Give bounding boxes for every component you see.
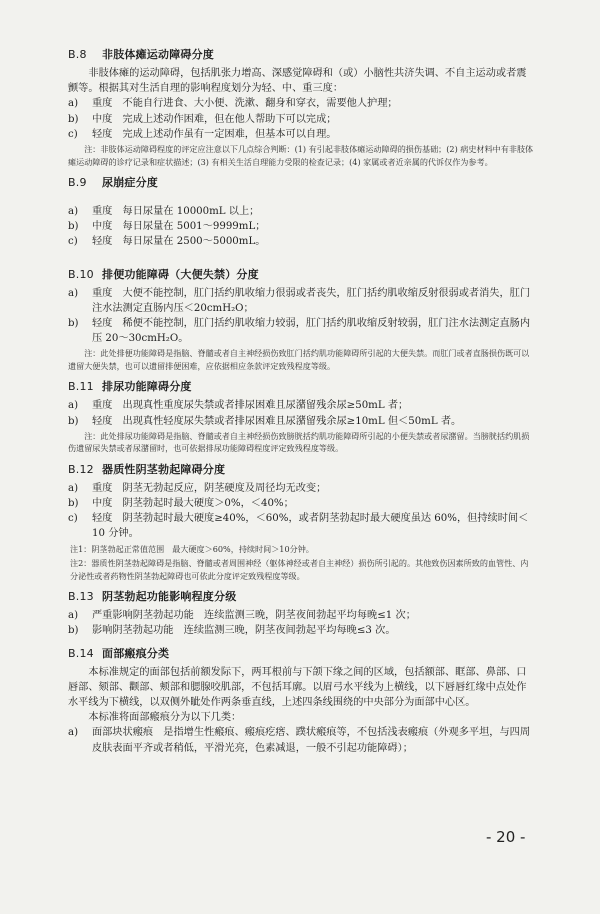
list-item: b) 中度 完成上述动作困难，但在他人帮助下可以完成； [68,113,337,125]
section-title: B.13 阴茎勃起功能影响程度分级 [68,590,237,604]
list-item: b) 中度 每日尿量在 5001～9999mL； [68,221,266,233]
list-item: b) 轻度 出现真性轻度尿失禁或者排尿困难且尿潴留残余尿≥10mL 但＜50mL 者。 [68,415,462,427]
section-note: 注2：器质性阴茎勃起障碍是指脑、脊髓或者周围神经（躯体神经或者自主神经）损伤所引起的。其他致伤因素所致的血管性、内分泌性或者药物性阴茎勃起障碍也可依此分度评定致残程度等级。 [70,558,529,581]
list-item: c) 轻度 阴茎勃起时最大硬度≥40%，＜60%，或者阴茎勃起时最大硬度虽达 60%，但持续时间＜10 分钟。 [68,513,529,540]
section-note: 注：非肢体运动障碍程度的评定应注意以下几点综合判断：(1) 有引起非肢体瘫运动障碍的损伤基础；(2) 病史材料中有非肢体瘫运动障碍的诊疗记录和症状描述；(3) 有相关生活自理能力受限的检查记录；(4) 家属或者近亲属的代诉仅作为参考。 [68,144,534,167]
section-title: B.14 面部瘢痕分类 [68,646,170,660]
list-item: a) 重度 每日尿量在 10000mL 以上； [68,206,260,218]
section-b13 [68,588,536,638]
list-item: b) 轻度 稀便不能控制，肛门括约肌收缩力较弱，肛门括约肌收缩反射较弱，肛门注水法测定直肠内压 20～30cmH₂O。 [68,318,531,345]
list-item: c) 轻度 完成上述动作虽有一定困难，但基本可以自理。 [68,128,337,140]
section-b8 [68,46,536,168]
section-title: B.11 排尿功能障碍分度 [68,380,192,394]
section-b9 [68,174,536,260]
list-item: a) 严重影响阴茎勃起功能 连续监测三晚，阴茎夜间勃起平均每晚≤1 次； [68,610,416,622]
list-item: a) 重度 大便不能控制，肛门括约肌收缩力很弱或者丧失，肛门括约肌收缩反射很弱或者消失，肛门注水法测定直肠内压＜20cmH₂O； [68,287,531,314]
section-intro: 非肢体瘫的运动障碍，包括肌张力增高、深感觉障碍和（或）小脑性共济失调、不自主运动或者震颤等。根据其对生活自理的影响程度划分为轻、中、重三度： [68,68,527,95]
list-item: a) 重度 阴茎无勃起反应，阴茎硬度及周径均无改变； [68,482,327,494]
section-b10 [68,266,536,373]
section-intro: 本标准规定的面部包括前额发际下，两耳根前与下颌下缘之间的区域，包括额部、眶部、鼻部、口唇部、颏部、颧部、颊部和腮腺咬肌部，不包括耳廓。以眉弓水平线为上横线，以下唇唇红缘中点处作水平线为下横线，以双侧外眦处作两条垂直线，上述四条线围绕的中央部分为面部中心区。 [68,666,527,708]
section-title: B.8 非肢体瘫运动障碍分度 [68,48,214,61]
section-title: B.12 器质性阴茎勃起障碍分度 [68,462,226,476]
section-note: 注：此处排尿功能障碍是指脑、脊髓或者自主神经损伤致膀胱括约肌功能障碍所引起的小便失禁或者尿潴留。当膀胱括约肌损伤遗留尿失禁或者尿潴留时，也可依据排尿功能障碍程度评定致残程度等级。 [68,430,530,454]
page-bottom-margin [0,850,600,914]
section-title: B.10 排便功能障碍（大便失禁）分度 [68,267,259,281]
section-title: B.9 尿崩症分度 [68,176,158,190]
section-note: 注：此处排便功能障碍是指脑、脊髓或者自主神经损伤致肛门括约肌功能障碍所引起的大便失禁。而肛门或者直肠损伤既可以遗留大便失禁，也可以遗留排便困难，应依据相应条款评定致残程度等级。 [68,348,530,371]
section-note: 注1：阴茎勃起正常值范围 最大硬度＞60%，持续时间＞10分钟。 [70,543,314,554]
section-b11 [68,378,536,454]
list-item: a) 重度 出现真性重度尿失禁或者排尿困难且尿潴留残余尿≥50mL 者； [68,400,409,412]
list-item: c) 轻度 每日尿量在 2500～5000mL。 [68,236,266,248]
page-number: - 20 - [486,828,526,846]
section-b14 [68,645,536,756]
section-intro: 本标准将面部瘢痕分为以下几类： [88,712,242,724]
list-item: a) 面部块状瘢痕 是指增生性瘢痕、瘢痕疙瘩、蹼状瘢痕等，不包括浅表瘢痕（外观多平坦，与四周皮肤表面平齐或者稍低，平滑光亮，色素减退，一般不引起功能障碍）； [68,727,531,754]
section-b12 [68,461,536,582]
list-item: b) 影响阴茎勃起功能 连续监测三晚，阴茎夜间勃起平均每晚≤3 次。 [68,625,396,637]
list-item: a) 重度 不能自行进食、大小便、洗漱、翻身和穿衣，需要他人护理； [68,98,398,110]
list-item: b) 中度 阴茎勃起时最大硬度＞0%，＜40%； [68,498,294,510]
